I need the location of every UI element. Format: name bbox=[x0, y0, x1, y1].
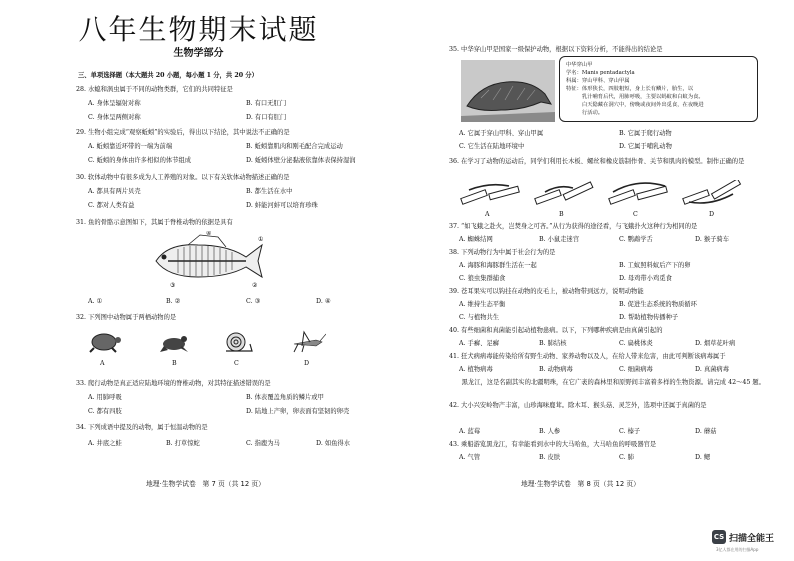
q42-option-c: C. 榛子 bbox=[619, 428, 641, 435]
question-36: 36. 在学习了动物的运动后，同学们利用长木板、螺丝和橡皮筋制作骨、关节和肌肉的模型。制作正确的是 bbox=[449, 158, 745, 165]
exam-subtitle: 生物学部分 bbox=[173, 48, 224, 59]
svg-text:③: ③ bbox=[170, 282, 176, 289]
info-traits-1: 特征：体形狭长，四肢粗短，身上长有鳞片，胎生，以 bbox=[566, 86, 694, 92]
q32-option-d: D bbox=[304, 360, 310, 367]
q30-option-a: A. 都具有两片贝壳 bbox=[88, 188, 141, 195]
q28-option-d: D. 有口有肛门 bbox=[246, 114, 287, 121]
q28-option-c: C. 身体呈两侧对称 bbox=[88, 114, 141, 121]
info-name: 中华穿山甲 bbox=[566, 62, 593, 68]
joint-model-b bbox=[533, 180, 597, 210]
turtle-icon bbox=[86, 330, 122, 354]
q43-option-c: C. 肺 bbox=[619, 454, 634, 461]
q41-option-c: C. 细菌病毒 bbox=[619, 366, 653, 373]
q36-option-a: A bbox=[485, 211, 490, 218]
joint-model-b-icon bbox=[533, 180, 597, 210]
question-34: 34. 下列成语中提及的动物，属于恒温动物的是 bbox=[76, 424, 208, 431]
svg-text:②: ② bbox=[252, 282, 258, 289]
q35-option-c: C. 它生活在陆地环境中 bbox=[459, 143, 525, 150]
question-37: 37. “如飞蛾之赴火，岂焚身之可吝。”从行为获得的途径看，与飞蛾扑火这种行为相同的是 bbox=[449, 223, 698, 230]
grasshopper-icon bbox=[290, 330, 326, 354]
question-35: 35. 中华穿山甲是国家一级保护动物，根据以下资料分析，不能得出的结论是 bbox=[449, 46, 663, 53]
fish-skeleton-icon bbox=[148, 231, 268, 291]
snail-icon bbox=[222, 330, 254, 354]
q30-option-d: D. 蚌能河蚌可以培育珍珠 bbox=[246, 202, 318, 209]
watermark-name: 扫描全能王 bbox=[729, 533, 775, 544]
q32-option-b: B bbox=[172, 360, 177, 367]
q43-option-b: B. 皮肤 bbox=[539, 454, 561, 461]
info-traits-3: 白天隐藏在洞穴中，傍晚或夜间外出觅食，在夜晚进 bbox=[566, 102, 704, 108]
question-33: 33. 爬行动物是真正适应陆地环境的脊椎动物，对其特征描述错误的是 bbox=[76, 380, 271, 387]
heilongjiang-passage: 黑龙江，这是名副其实的北疆明珠，在它广袤的森林里和原野间丰富着多样的生物资源。请完成 42～45 题。 bbox=[449, 379, 765, 386]
q31-option-d: D. ④ bbox=[316, 298, 331, 305]
q34-option-a: A. 井底之蛙 bbox=[88, 440, 122, 447]
q41-option-a: A. 植物病毒 bbox=[459, 366, 493, 373]
question-28: 28. 水螅和涡虫属于不同的动物类群，它们的共同特征是 bbox=[76, 86, 233, 93]
q31-option-a: A. ① bbox=[88, 298, 103, 305]
question-29: 29. 生物小组完成“观察蚯蚓”的实验后，得出以下结论，其中说法不正确的是 bbox=[76, 129, 290, 136]
watermark-subtitle: 3亿人都在用的扫描App bbox=[716, 547, 759, 552]
q30-option-c: C. 都对人类有益 bbox=[88, 202, 135, 209]
svg-text:①: ① bbox=[258, 236, 264, 243]
svg-text:④: ④ bbox=[206, 231, 212, 237]
joint-model-a-icon bbox=[459, 180, 523, 210]
question-38: 38. 下列动物行为中属于社会行为的是 bbox=[449, 249, 556, 256]
q38-option-a: A. 海豚和海豚群生活在一起 bbox=[459, 262, 537, 269]
pangolin-photo bbox=[461, 60, 555, 122]
info-latin: 学名：Manis pentadactyla bbox=[566, 70, 635, 76]
question-39: 39. 苍耳果实可以钩挂在动物的皮毛上，被动物带到远方，说明动物能 bbox=[449, 288, 644, 295]
joint-model-d-icon bbox=[681, 180, 745, 210]
q42-option-d: D. 蘑菇 bbox=[695, 428, 717, 435]
frog-figure bbox=[158, 332, 194, 354]
q28-option-b: B. 有口无肛门 bbox=[246, 100, 287, 107]
page-footer-right: 地理·生物学试卷 第 8 页（共 12 页） bbox=[521, 480, 640, 488]
q33-option-c: C. 都有四肢 bbox=[88, 408, 122, 415]
q40-option-b: B. 肺结核 bbox=[539, 340, 567, 347]
info-traits-4: 行活动。 bbox=[566, 110, 604, 116]
turtle-figure bbox=[86, 330, 122, 354]
q29-option-c: C. 蚯蚓的身体由许多相似的体节组成 bbox=[88, 157, 192, 164]
scanner-watermark bbox=[712, 530, 774, 544]
fish-skeleton-figure bbox=[148, 231, 268, 291]
q29-option-b: B. 蚯蚓靠肌肉和刚毛配合完成运动 bbox=[246, 143, 343, 150]
q34-option-b: B. 打草惊蛇 bbox=[166, 440, 200, 447]
q41-option-b: B. 动物病毒 bbox=[539, 366, 573, 373]
q32-option-a: A bbox=[100, 360, 105, 367]
question-40: 40. 有些细菌和真菌能引起动植物患病。以下，下列哪种疾病是由真菌引起的 bbox=[449, 327, 663, 334]
q39-option-c: C. 与植物共生 bbox=[459, 314, 500, 321]
question-32: 32. 下列图中动物属于两栖动物的是 bbox=[76, 314, 177, 321]
q36-option-d: D bbox=[709, 211, 715, 218]
q33-option-a: A. 用肺呼吸 bbox=[88, 394, 122, 401]
joint-model-d bbox=[681, 180, 745, 210]
pangolin-info-box bbox=[559, 56, 758, 122]
joint-model-c-icon bbox=[607, 180, 671, 210]
joint-model-c bbox=[607, 180, 671, 210]
q36-option-b: B bbox=[559, 211, 564, 218]
q35-option-b: B. 它属于爬行动物 bbox=[619, 130, 672, 137]
q38-option-c: C. 狼虫集群捕食 bbox=[459, 275, 506, 282]
q40-option-d: D. 烟草花叶病 bbox=[695, 340, 736, 347]
q37-option-a: A. 蜘蛛结网 bbox=[459, 236, 493, 243]
camscanner-icon: CS bbox=[712, 530, 726, 544]
q28-option-a: A. 身体呈辐射对称 bbox=[88, 100, 141, 107]
snail-figure bbox=[222, 330, 254, 354]
q31-option-b: B. ② bbox=[166, 298, 181, 305]
q41-option-d: D. 真菌病毒 bbox=[695, 366, 730, 373]
question-43: 43. 乘船游览黑龙江，有幸能看到水中的大马哈鱼，大马哈鱼的呼吸器官是 bbox=[449, 441, 657, 448]
q37-option-b: B. 小鼠走迷宫 bbox=[539, 236, 580, 243]
q35-option-a: A. 它属于穿山甲科、穿山甲属 bbox=[459, 130, 544, 137]
q42-option-b: B. 人参 bbox=[539, 428, 561, 435]
question-31: 31. 鱼的骨骼示意图如下，其属于脊椎动物的依据是具有 bbox=[76, 219, 233, 226]
q38-option-b: B. 工蚁照料蚁后产下的卵 bbox=[619, 262, 691, 269]
joint-model-a bbox=[459, 180, 523, 210]
q38-option-d: D. 母鸡带小鸡觅食 bbox=[619, 275, 672, 282]
page-footer-left: 地理·生物学试卷 第 7 页（共 12 页） bbox=[146, 480, 265, 488]
info-family: 科属：穿山甲科、穿山甲属 bbox=[566, 78, 630, 84]
right-page bbox=[397, 0, 794, 561]
q43-option-d: D. 鳃 bbox=[695, 454, 711, 461]
q42-option-a: A. 蓝莓 bbox=[459, 428, 481, 435]
q39-option-d: D. 帮助植物传播种子 bbox=[619, 314, 679, 321]
q40-option-a: A. 手癣、足癣 bbox=[459, 340, 500, 347]
q40-option-c: C. 扁桃体炎 bbox=[619, 340, 653, 347]
q32-option-c: C bbox=[234, 360, 239, 367]
section-heading: 三、单项选择题（本大题共 20 小题，每小题 1 分，共 20 分） bbox=[78, 72, 258, 79]
question-41: 41. 狂犬病病毒能传染给所有野生动物、家养动物以及人，在给人带来危害，由此可判断该病毒属于 bbox=[449, 353, 726, 360]
q35-option-d: D. 它属于哺乳动物 bbox=[619, 143, 672, 150]
q34-option-c: C. 指鹿为马 bbox=[246, 440, 280, 447]
q29-option-d: D. 蚯蚓体壁分泌黏液依靠体表保持湿润 bbox=[246, 157, 356, 164]
q31-option-c: C. ③ bbox=[246, 298, 261, 305]
pangolin-icon bbox=[461, 60, 555, 122]
q34-option-d: D. 如鱼得水 bbox=[316, 440, 351, 447]
q33-option-b: B. 体表覆盖角质的鳞片或甲 bbox=[246, 394, 324, 401]
q39-option-a: A. 维持生态平衡 bbox=[459, 301, 506, 308]
q36-option-c: C bbox=[633, 211, 638, 218]
frog-icon bbox=[158, 332, 194, 354]
question-30: 30. 软体动物中有很多成为人工养殖的对象。以下有关软体动物描述正确的是 bbox=[76, 174, 290, 181]
q30-option-b: B. 都生活在水中 bbox=[246, 188, 293, 195]
info-traits-2: 乳汁哺育后代，用肺呼吸，主要以蚂蚁和白蚁为食。 bbox=[566, 94, 704, 100]
grasshopper-figure bbox=[290, 330, 326, 354]
q29-option-a: A. 蚯蚓靠近环带的一端为前端 bbox=[88, 143, 173, 150]
q33-option-d: D. 陆地上产卵，卵表面有坚韧的卵壳 bbox=[246, 408, 350, 415]
q37-option-d: D. 猴子骑车 bbox=[695, 236, 730, 243]
q39-option-b: B. 促进生态系统的物质循环 bbox=[619, 301, 697, 308]
q37-option-c: C. 鹦鹉学舌 bbox=[619, 236, 653, 243]
question-42: 42. 大小兴安岭物产丰富，山珍海味鹿茸。除木耳、猴头菇、灵芝外，选项中还属于真菌的是 bbox=[449, 402, 707, 409]
q43-option-a: A. 气管 bbox=[459, 454, 481, 461]
exam-title: 八年生物期末试题 bbox=[78, 13, 319, 46]
